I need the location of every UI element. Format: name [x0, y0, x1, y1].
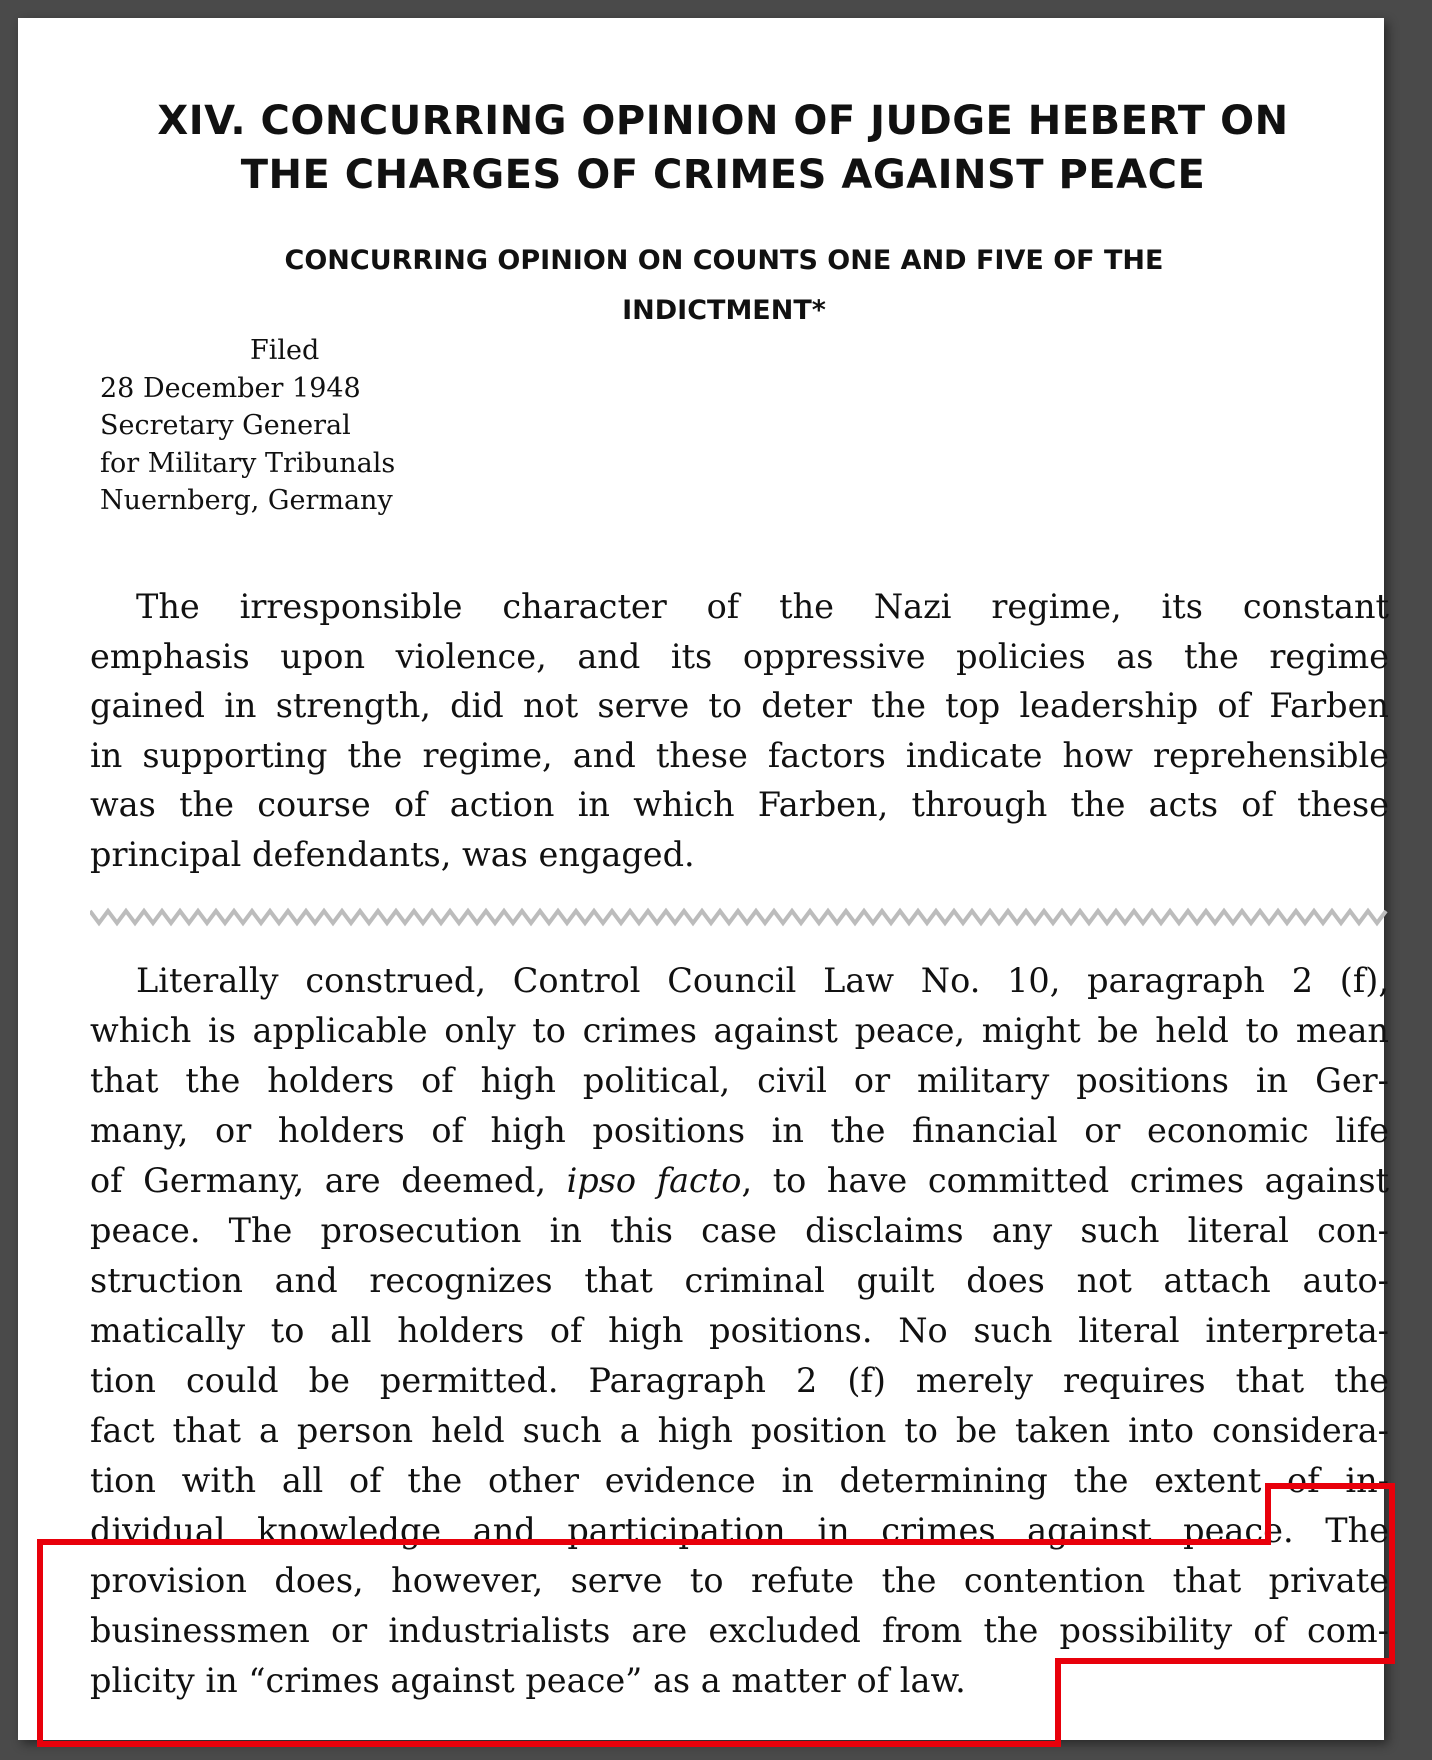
- highlighted-line: plicity in “crimes against peace” as a matter of law.: [90, 1661, 966, 1700]
- filed-office: Secretary General: [100, 410, 351, 441]
- paragraph-line: tion could be permitted. Paragraph 2 (f) merely requires that the: [90, 1361, 1389, 1400]
- paragraph-line: matically to all holders of high positions. No such literal interpreta-: [90, 1311, 1389, 1350]
- paragraph-line: fact that a person held such a high position to be taken into considera-: [90, 1411, 1389, 1450]
- paragraph-line: many, or holders of high positions in the financial or economic life: [90, 1111, 1389, 1150]
- filed-block: [100, 332, 395, 520]
- highlighted-text-start: The: [1325, 1511, 1389, 1550]
- page-break-divider: [90, 905, 1389, 929]
- paragraph-line: Literally construed, Control Council Law No. 10, paragraph 2 (f),: [136, 961, 1389, 1000]
- paragraph-line: emphasis upon violence, and its oppressive policies as the regime: [90, 636, 1389, 676]
- italic-phrase: ipso facto: [566, 1161, 742, 1200]
- filed-label: Filed: [250, 335, 320, 366]
- paragraph-line: struction and recognizes that criminal guilt does not attach auto-: [90, 1261, 1389, 1300]
- paragraph-line: in supporting the regime, and these factors indicate how reprehensible: [90, 735, 1389, 775]
- paragraph-line: The irresponsible character of the Nazi regime, its constant: [136, 587, 1389, 626]
- paragraph-line: peace. The prosecution in this case disclaims any such literal con-: [90, 1211, 1389, 1250]
- text-run: dividual knowledge and participation in crimes against peace.: [90, 1511, 1294, 1550]
- paragraph-line-ipso-facto: [90, 1156, 1389, 1206]
- paragraph-line: that the holders of high political, civil or military positions in Ger-: [90, 1061, 1389, 1100]
- highlighted-line: provision does, however, serve to refute the contention that private: [90, 1561, 1389, 1600]
- document-page: [18, 18, 1389, 1740]
- title-line-2: THE CHARGES OF CRIMES AGAINST PEACE: [240, 152, 1206, 198]
- paragraph-2: [90, 956, 1389, 1706]
- paragraph-line: tion with all of the other evidence in determining the extent of in-: [90, 1461, 1389, 1500]
- title-line-1: XIV. CONCURRING OPINION OF JUDGE HEBERT ON: [157, 98, 1289, 144]
- text-run: , to have committed crimes against: [741, 1161, 1389, 1200]
- paragraph-line: was the course of action in which Farben, through the acts of these: [90, 785, 1389, 824]
- paragraph-line-split: [90, 1506, 1389, 1556]
- filed-tribunal: for Military Tribunals: [100, 447, 396, 479]
- filed-date: 28 December 1948: [100, 372, 361, 404]
- page-title: [18, 94, 1428, 202]
- zigzag-line: [90, 911, 1386, 923]
- highlighted-line: businessmen or industrialists are excluded from the possibility of com-: [90, 1611, 1389, 1650]
- filed-location: Nuernberg, Germany: [100, 485, 393, 516]
- subtitle-line-2: INDICTMENT*: [622, 295, 826, 326]
- paragraph-line: gained in strength, did not serve to deter the top leadership of Farben: [90, 686, 1389, 725]
- paragraph-1: [90, 582, 1389, 879]
- subtitle-line-1: CONCURRING OPINION ON COUNTS ONE AND FIVE OF THE: [284, 245, 1164, 276]
- paragraph-line: which is applicable only to crimes against peace, might be held to mean: [90, 1011, 1389, 1050]
- subtitle: [18, 236, 1430, 336]
- paragraph-line: principal defendants, was engaged.: [90, 834, 695, 874]
- text-run: of Germany, are deemed,: [90, 1161, 546, 1200]
